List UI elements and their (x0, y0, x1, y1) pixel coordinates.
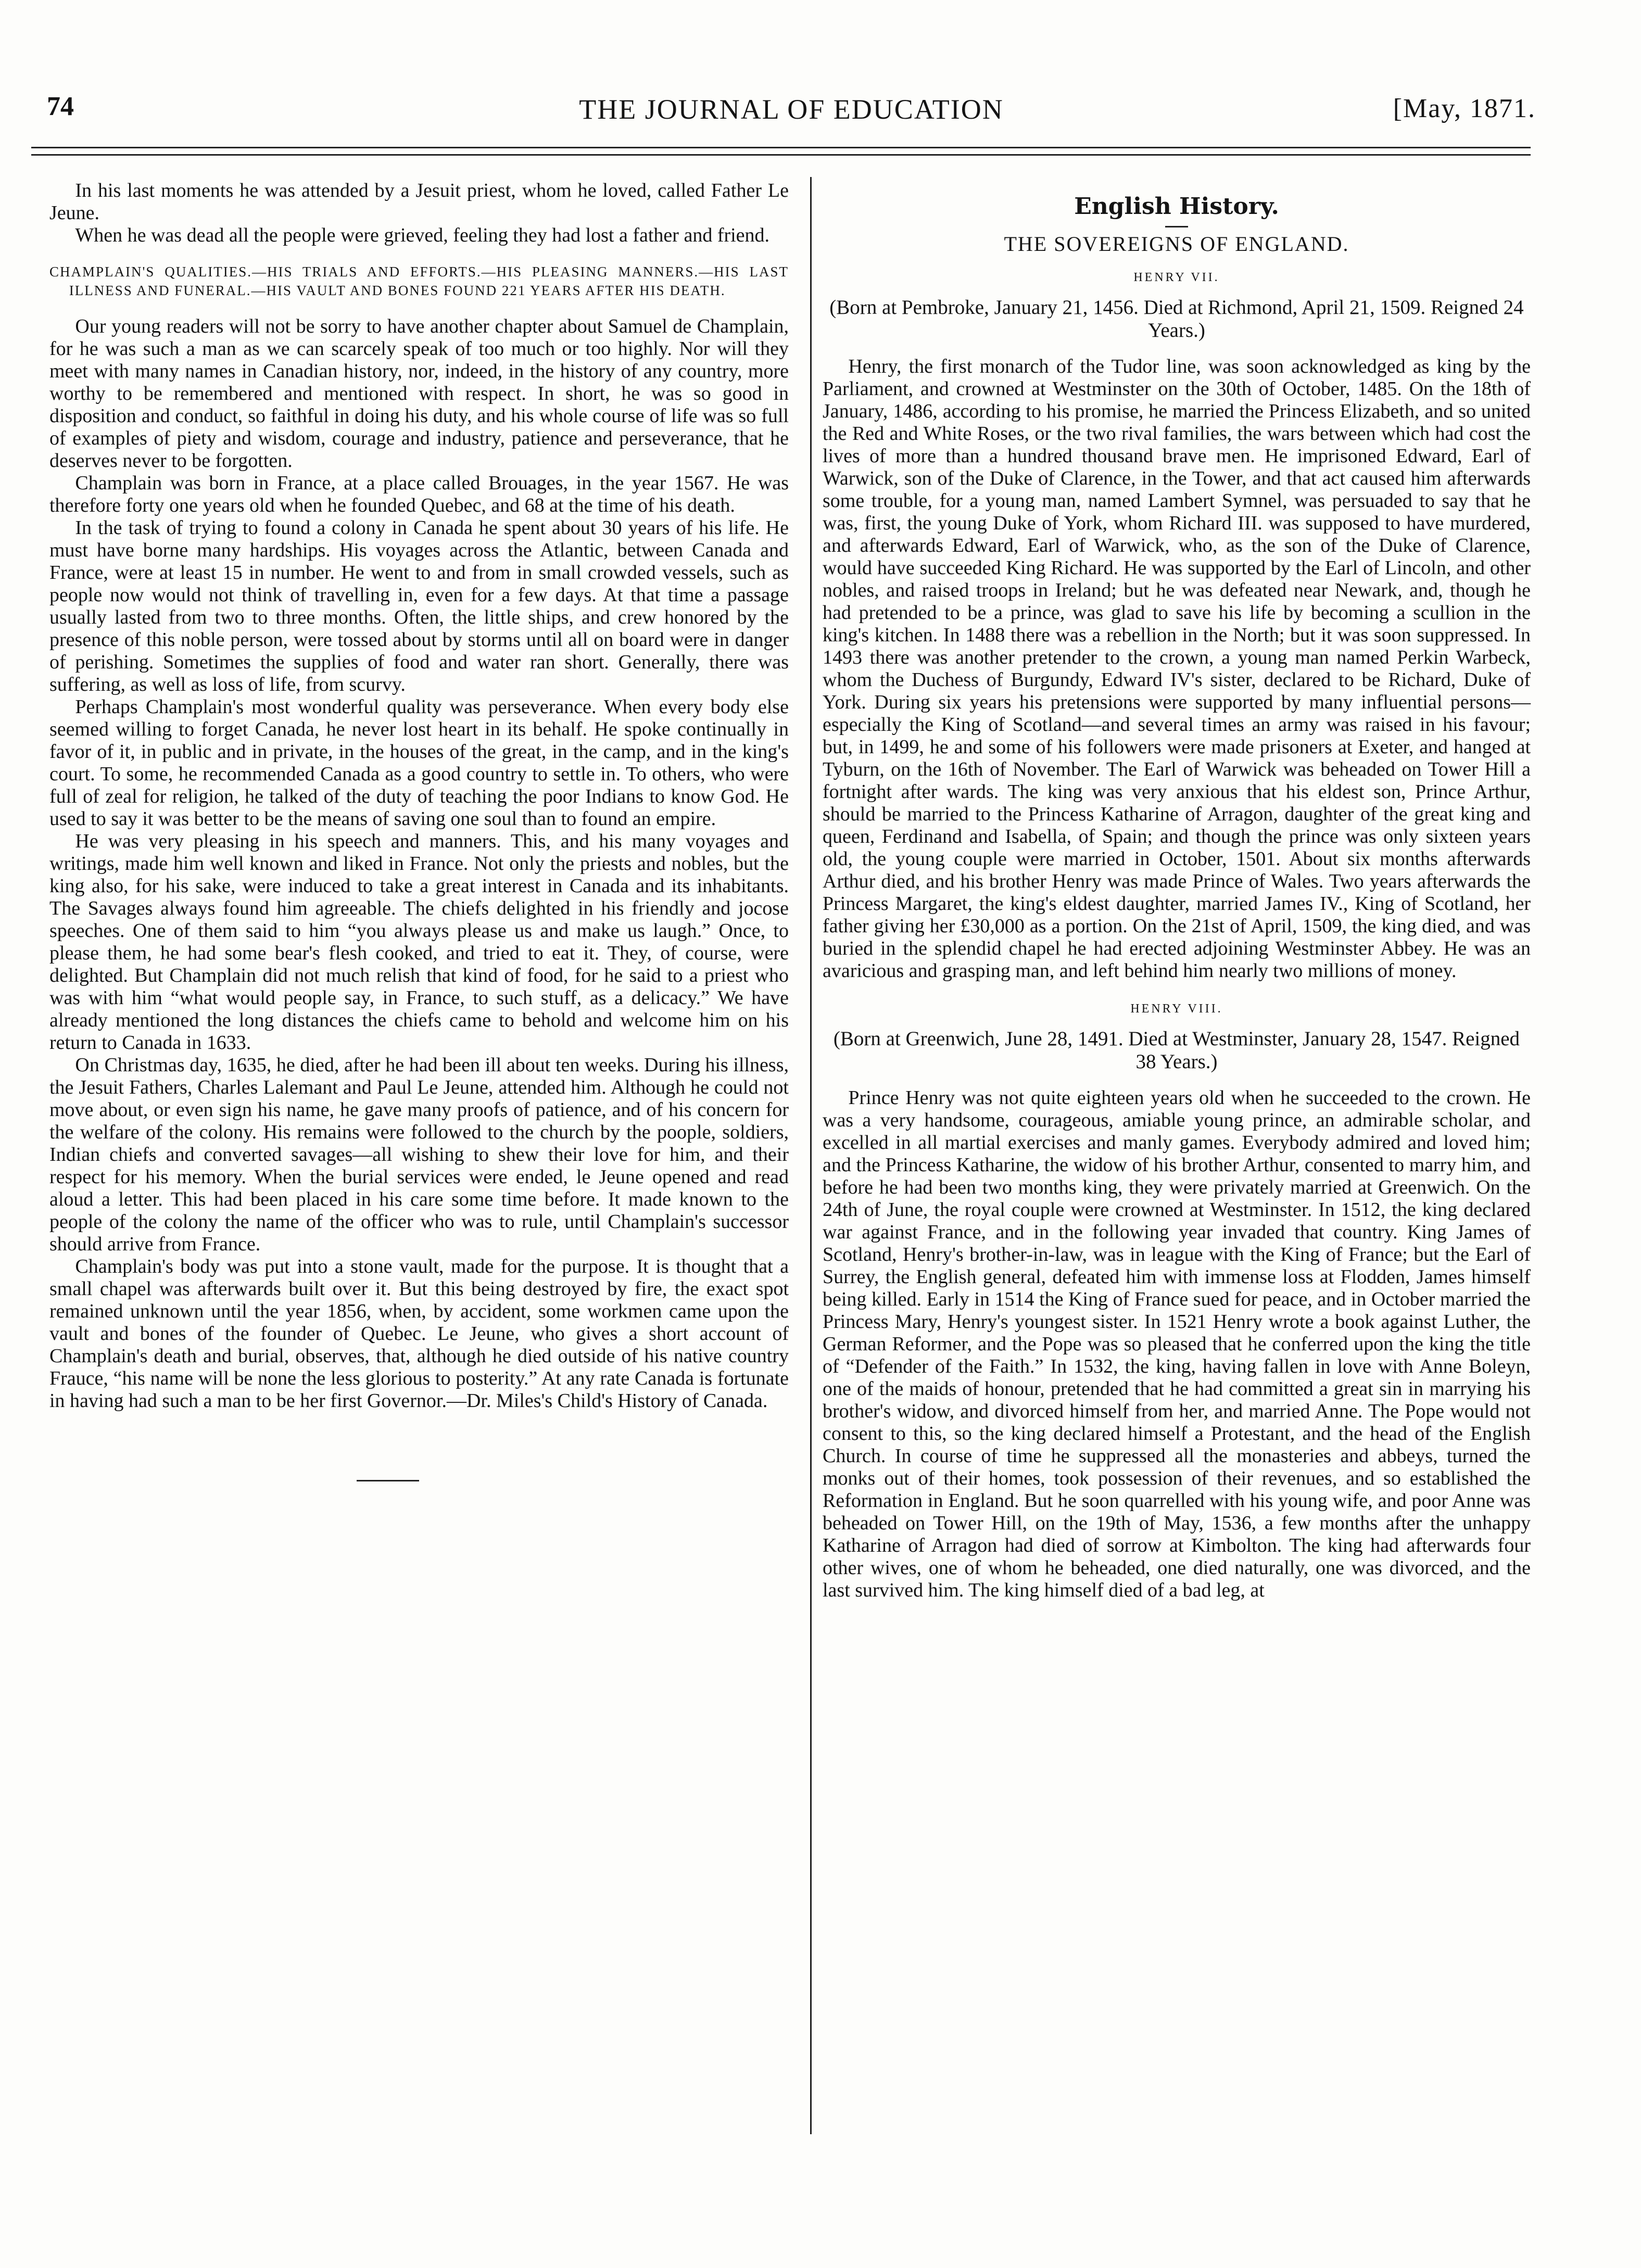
king-dates: (Born at Pembroke, January 21, 1456. Died at Richmond, April 21, 1509. Reigned 24 Years.) (829, 296, 1524, 341)
paragraph: Our young readers will not be sorry to have another chapter about Samuel de Champlain, for he was such a man as we can scarcely speak of too much or too highly. Nor will they meet with many names in Canadian history, nor, indeed, in the history of any country, more worthy to be remembered and mentioned with respect. In short, he was so good in disposition and conduct, so faithful in doing his duty, and his whole course of life was so full of examples of piety and wisdom, courage and industry, patience and perseverance, that he deserves never to be forgotten. (49, 315, 789, 472)
page-header (47, 91, 1536, 138)
king-dates: (Born at Greenwich, June 28, 1491. Died at Westminster, January 28, 1547. Reigned 38 Years.) (833, 1028, 1520, 1073)
paragraph: On Christmas day, 1635, he died, after he had been ill about ten weeks. During his illness, the Jesuit Fathers, Charles Lalemant and Paul Le Jeune, attended him. Although he could not move about, or even sign his name, he gave many proofs of patience, and of his concern for the welfare of the colony. His remains were followed to the church by the poople, soldiers, Indian chiefs and converted savages—all wishing to shew their love for him, and their respect for his memory. When the burial services were ended, le Jeune opened and read aloud a letter. This had been placed in his care some time before. It made known to the people of the colony the name of the officer who was to rule, until Champlain's successor should arrive from France. (49, 1054, 789, 1255)
paragraph: In the task of trying to found a colony in Canada he spent about 30 years of his life. He must have borne many hardships. His voyages across the Atlantic, between Canada and France, were at least 15 in number. He went to and from in small crowded vessels, such as people now would not think of travelling in, even for a few days. At that time a passage usually lasted from two to three months. Often, the little ships, and crew honored by the presence of this noble person, were tossed about by storms until all on board were in danger of perishing. Sometimes the supplies of food and water ran short. Generally, there was suffering, as well as loss of life, from scurvy. (49, 517, 789, 695)
king-narrative: Henry, the first monarch of the Tudor line, was soon acknowledged as king by the Parliament, and crowned at Westminster on the 30th of October, 1485. On the 18th of January, 1486, according to his promise, he married the Princess Elizabeth, and so united the Red and White Roses, or the two rival families, the wars between which had cost the lives of more than a hundred thousand brave men. He imprisoned Edward, Earl of Warwick, son of the Duke of Clarence, in the Tower, and that act caused him afterwards some trouble, for a young man, named Lambert Symnel, was persuaded to say that he was, first, the young Duke of York, whom Richard III. was supposed to have murdered, and afterwards Edward, Earl of Warwick, who, as the son of the Duke of Clarence, would have succeeded King Richard. He was supported by the Earl of Lincoln, and other nobles, and raised troops in Ireland; but he was defeated near Newark, and, though he had pretended to be a prince, was glad to save his life by becoming a scullion in the king's kitchen. In 1488 there was a rebellion in the North; but it was soon suppressed. In 1493 there was another pretender to the crown, a young man named Perkin Warbeck, whom the Duchess of Burgundy, Edward IV's sister, declared to be Richard, Duke of York. During six years his pretensions were supported by many influential persons—especially the King of Scotland—and several times an army was raised in his favour; but, in 1499, he and some of his followers were made prisoners at Exeter, and hanged at Tyburn, on the 16th of November. The Earl of Warwick was beheaded on Tower Hill a fortnight after wards. The king was very anxious that his eldest son, Prince Arthur, should be married to the Princess Katharine of Arragon, daughter of the great king and queen, Ferdinand and Isabella, of Spain; and though the prince was only sixteen years old, the young couple were married in October, 1501. About six months afterwards Arthur died, and his brother Henry was made Prince of Wales. Two years afterwards the Princess Margaret, the king's eldest daughter, married James IV., King of Scotland, her father giving her £30,000 as a portion. On the 21st of April, 1509, the king died, and was buried in the splendid chapel he had erected adjoining Westminster Abbey. He was an avaricious and grasping man, and left behind him nearly two millions of money. (823, 356, 1531, 982)
right-column (823, 180, 1531, 1602)
section-title: English History. (1074, 193, 1279, 220)
journal-title: THE JOURNAL OF EDUCATION (579, 94, 1004, 125)
paragraph: He was very pleasing in his speech and manners. This, and his many voyages and writings, made him well known and liked in France. Not only the priests and nobles, but the king also, for his sake, were induced to take a great interest in Canada and its inhabitants. The Savages always found him agreeable. The chiefs delighted in his friendly and jocose speeches. One of them said to him “you always please us and make us laugh.” Once, to please them, he had some bear's flesh cooked, and tried to eat it. They, of course, were delighted. But Champlain did not much relish that kind of food, for he said to a priest who was with him “what would people say, in France, to such stuff, as a delicacy.” We have already mentioned the long distances the chiefs came to behold and welcome him on his return to Canada in 1633. (49, 830, 789, 1054)
chapter-subhead: CHAMPLAIN'S QUALITIES.—HIS TRIALS AND EFFORTS.—HIS PLEASING MANNERS.—HIS LAST ILLNESS AND FUNERAL.—HIS VAULT AND BONES FOUND 221 YEARS AFTER HIS DEATH. (49, 264, 789, 298)
king-heading: HENRY VIII. (1130, 1002, 1223, 1016)
paragraph: Perhaps Champlain's most wonderful quality was perseverance. When every body else seemed willing to forget Canada, he never lost heart in its behalf. He spoke continually in favor of it, in public and in private, in the houses of the great, in the camp, and in the king's court. To some, he recommended Canada as a good country to settle in. To others, who were full of zeal for religion, he talked of the duty of teaching the poor Indians to know God. He used to say it was better to be the means of saving one soul than to found an empire. (49, 696, 789, 830)
column-divider (810, 177, 812, 2134)
header-rule-top (31, 147, 1531, 148)
section-rule (1165, 226, 1188, 227)
paragraph: In his last moments he was attended by a Jesuit priest, whom he loved, called Father Le Jeune. (49, 180, 789, 224)
paragraph: Champlain was born in France, at a place called Brouages, in the year 1567. He was therefore forty one years old when he founded Quebec, and 68 at the time of his death. (49, 472, 789, 516)
article-title: THE SOVEREIGNS OF ENGLAND. (1004, 232, 1349, 256)
left-column (49, 180, 789, 1481)
paragraph: When he was dead all the people were grieved, feeling they had lost a father and friend. (75, 224, 770, 246)
page-number: 74 (47, 92, 74, 121)
paragraph: Champlain's body was put into a stone vault, made for the purpose. It is thought that a small chapel was afterwards built over it. But this being destroyed by fire, the exact spot remained unknown until the year 1856, when, by accident, some workmen came upon the vault and bones of the founder of Quebec. Le Jeune, who gives a short account of Champlain's death and burial, observes, that, although he died outside of his native country Frauce, “his name will be none the less glorious to posterity.” At any rate Canada is fortunate in having had such a man to be her first Governor.—Dr. Miles's Child's History of Canada. (49, 1256, 789, 1412)
king-heading: HENRY VII. (1133, 271, 1220, 284)
king-narrative: Prince Henry was not quite eighteen years old when he succeeded to the crown. He was a very handsome, courageous, amiable young prince, an admirable scholar, and excelled in all martial exercises and manly games. Everybody admired and loved him; and the Princess Katharine, the widow of his brother Arthur, consented to marry him, and before he had been two months king, they were privately married at Greenwich. On the 24th of June, the royal couple were crowned at Westminster. In 1512, the king declared war against France, and in the following year invaded that country. King James of Scotland, Henry's brother-in-law, was in league with the King of France; but the Earl of Surrey, the English general, defeated him with immense loss at Flodden, James himself being killed. Early in 1514 the King of France sued for peace, and in October married the Princess Mary, Henry's youngest sister. In 1521 Henry wrote a book against Luther, the German Reformer, and the Pope was so pleased that he conferred upon the king the title of “Defender of the Faith.” In 1532, the king, having fallen in love with Anne Boleyn, one of the maids of honour, pretended that he had committed a great sin in marrying his brother's widow, and divorced himself from her, and married Anne. The Pope would not consent to this, so the king declared himself a Protestant, and the head of the English Church. In course of time he suppressed all the monasteries and abbeys, turned the monks out of their homes, took possession of their revenues, and so established the Reformation in England. But he soon quarrelled with his young wife, and poor Anne was beheaded on Tower Hill, on the 19th of May, 1536, a few months after the unhappy Katharine of Arragon had died of sorrow at Kimbolton. The king had afterwards four other wives, one of whom he beheaded, one died naturally, one was divorced, and the last survived him. The king himself died of a bad leg, at (823, 1087, 1531, 1601)
header-rule-bottom (31, 154, 1531, 156)
article-end-rule (357, 1480, 419, 1481)
issue-date: [May, 1871. (1393, 94, 1536, 123)
